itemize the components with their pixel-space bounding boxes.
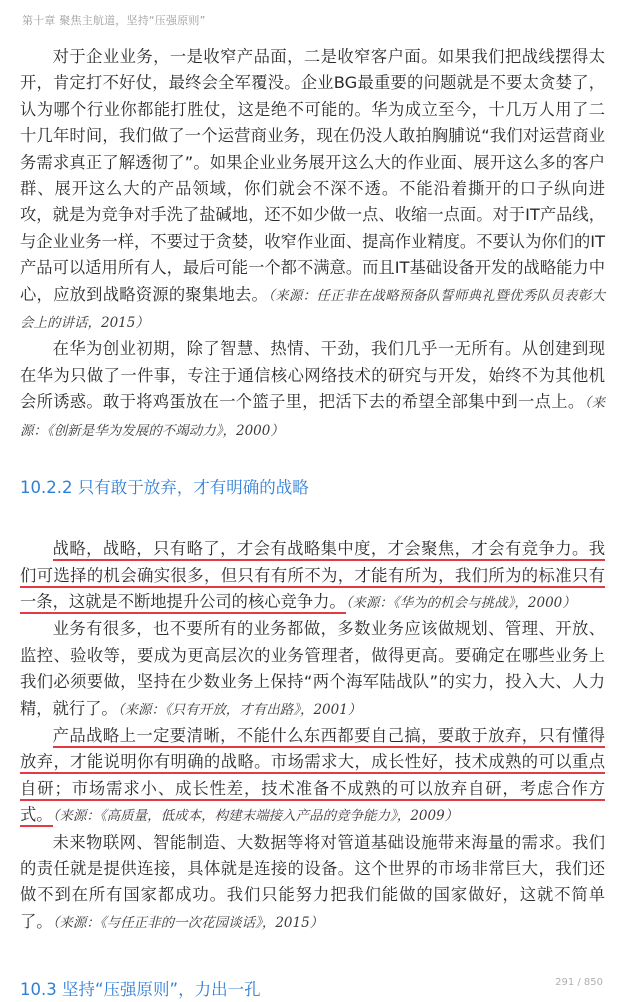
source-citation: （来源：《与任正非的一次花园谈话》，2015） (52, 914, 324, 931)
paragraph (20, 536, 605, 616)
source-citation: （来源：任正非在战略预备队誓师典礼暨优秀队员表彰大会上的讲话，2015） (20, 287, 605, 332)
paragraph-text: 在华为创业初期，除了智慧、热情、干劲，我们几乎一无所有。从创建到现在华为只做了一件事，专注于通信核心网络技术的研究与开发，始终不为其他机会所诱惑。敢于将鸡蛋放在一个篮子里，把活下去的希望全部集中到一点上。 (20, 339, 605, 412)
chapter-header: 第十章 聚焦主航道，坚持“压强原则” (22, 14, 206, 27)
paragraph-text: 未来物联网、智能制造、大数据等将对管道基础设施带来海量的需求。我们的责任就是提供连接，具体就是连接的设备。这个世界的市场非常巨大，我们还做不到在所有国家都成功。我们只能努力把我们能做的国家做好，这就不简单了。 (20, 832, 605, 931)
paragraph (20, 336, 605, 444)
page-content (20, 44, 605, 1002)
paragraph (20, 616, 605, 723)
paragraph (20, 44, 605, 336)
paragraph (20, 723, 605, 830)
section-heading: 10.3 坚持“压强原则”，力出一孔 (20, 980, 261, 1000)
source-citation: （来源：《高质量，低成本，构建末端接入产品的竞争能力》，2009） (52, 808, 459, 825)
source-citation: （来源：《创新是华为发展的不竭动力》，2000） (20, 395, 605, 439)
page-number: 291 / 850 (555, 977, 603, 988)
highlighted-text: 战略，战略，只有略了，才会有战略集中度，才会聚焦，才会有竞争力。我们可选择的机会确实很多，但只有有所不为，才能有所为，我们所为的标准只有一条，这就是不断地提升公司的核心竞争力。 (20, 539, 605, 614)
section-heading: 10.2.2 只有敢于放弃，才有明确的战略 (20, 478, 309, 498)
source-citation: （来源：《只有开放，才有出路》，2001） (117, 701, 362, 718)
paragraph-text: 对于企业业务，一是收窄产品面，二是收窄客户面。如果我们把战线摆得太开，肯定打不好仗，最终会全军覆没。企业BG最重要的问题就是不要太贪婪了，认为哪个行业你都能打胜仗，这是绝不可能的。华为成立至今，十几万人用了二十几年时间，我们做了一个运营商业务，现在仍没人敢拍胸脯说“我们对运营商业务需求真正了解透彻了”。如果企业业务展开这么大的作业面、展开这么多的客户群、展开这么大的产品领域，你们就会不深不透。不能沿着撕开的口子纵向进攻，就是为竞争对手洗了盐碱地，还不如少做一点、收缩一点面。对于IT产品线，与企业业务一样，不要过于贪婪，收窄作业面、提高作业精度。不要认为你们的IT产品可以适用所有人，最后可能一个都不满意。而且IT基础设备开发的战略能力中心，应放到战略资源的聚集地去。 (20, 47, 605, 304)
highlighted-text: 产品战略上一定要清晰，不能什么东西都要自己搞，要敢于放弃，只有懂得放弃，才能说明你有明确的战略。市场需求大，成长性好，技术成熟的可以重点自研；市场需求小、成长性差，技术准备不成熟的可以放弃自研，考虑合作方式。 (20, 726, 605, 827)
paragraph-text: 业务有很多，也不要所有的业务都做，多数业务应该做规划、管理、开放、监控、验收等，要成为更高层次的业务管理者，做得更高。要确定在哪些业务上我们必须要做，坚持在少数业务上保持“两个海军陆战队”的实力，投入大、人力精，就行了。 (20, 619, 605, 718)
source-citation: （来源：《华为的机会与挑战》，2000） (345, 594, 576, 611)
paragraph (20, 830, 605, 937)
